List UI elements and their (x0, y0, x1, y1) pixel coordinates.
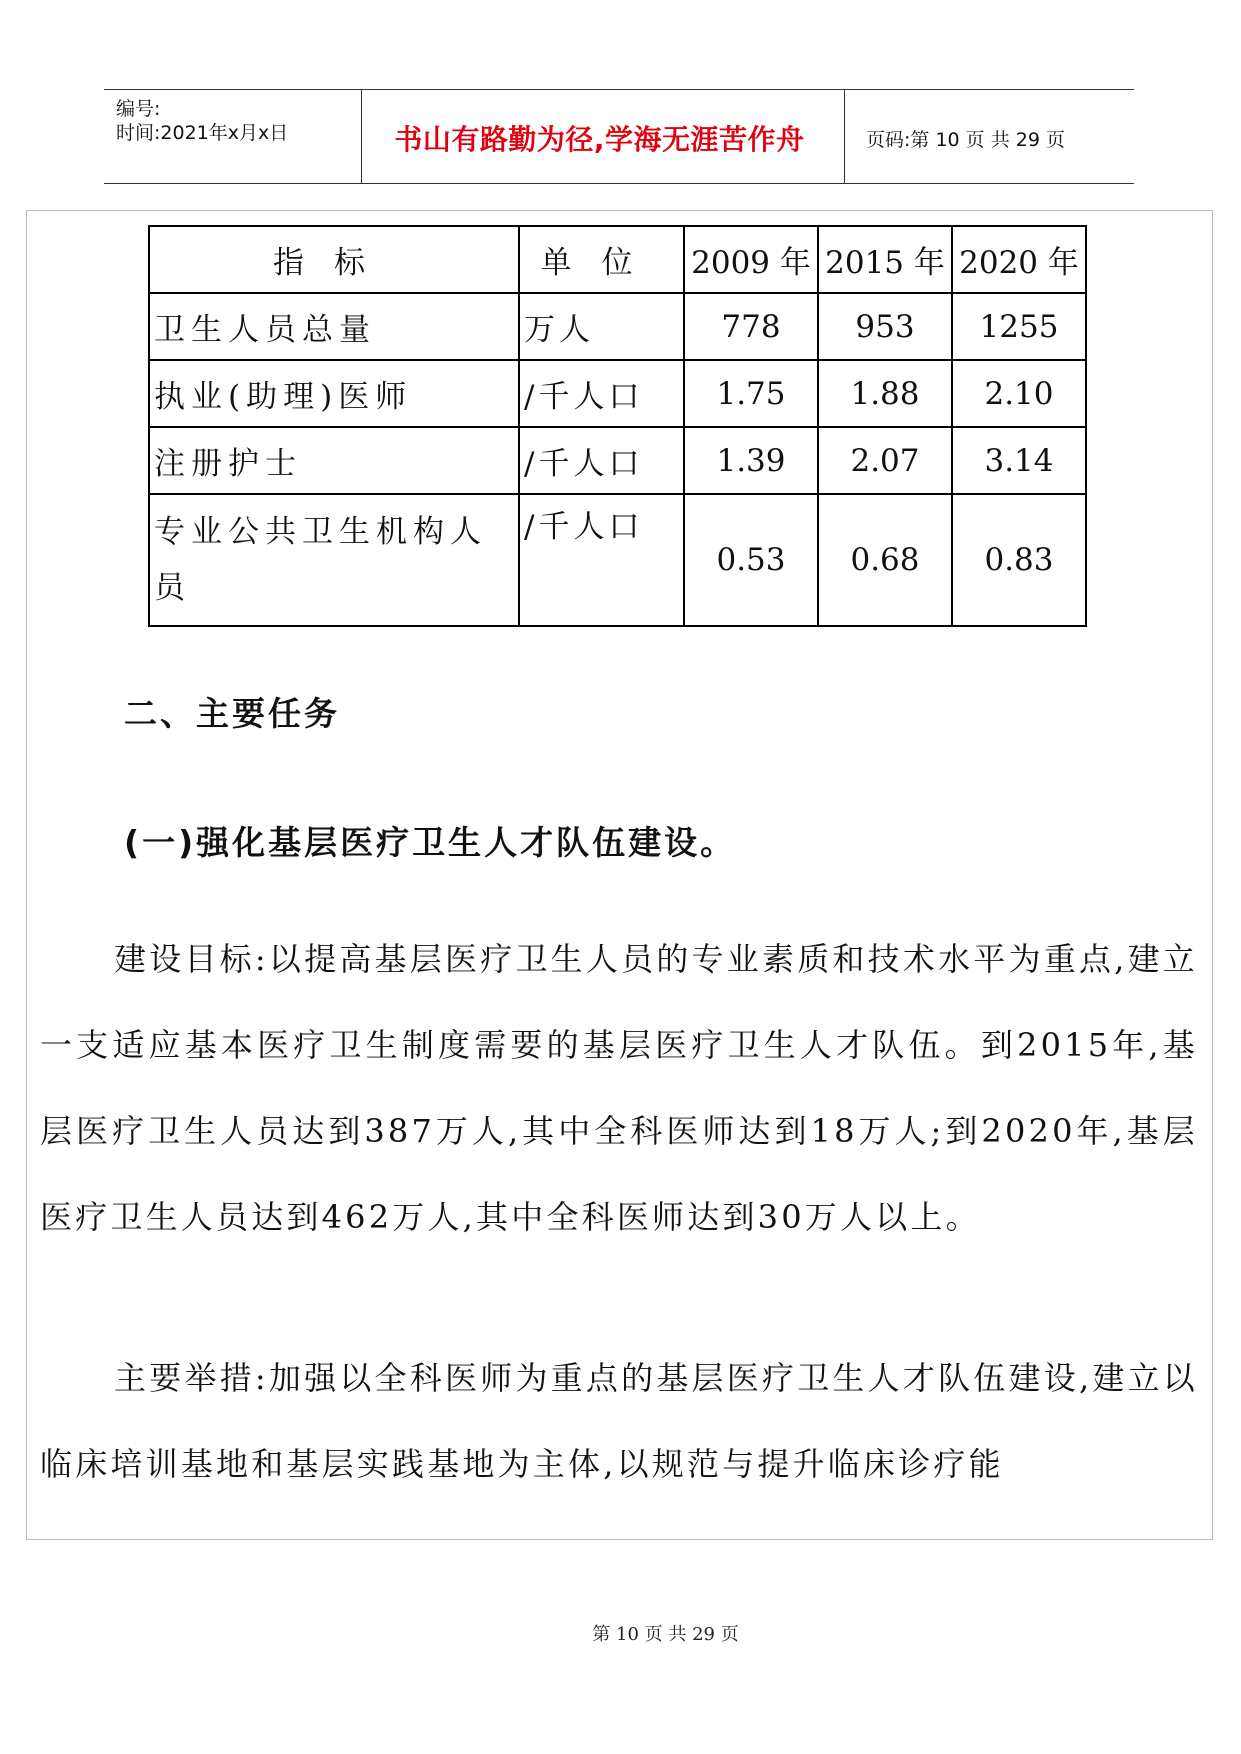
col-header-2020: 2020 年 (952, 226, 1086, 293)
table-row (149, 293, 1086, 360)
cell-2009: 1.39 (684, 427, 818, 494)
cell-2020: 2.10 (952, 360, 1086, 427)
col-header-2009: 2009 年 (684, 226, 818, 293)
cell-indicator: 执业(助理)医师 (149, 360, 519, 427)
doc-time-label: 时间:2021年x月x日 (116, 122, 289, 144)
cell-2009: 778 (684, 293, 818, 360)
cell-unit: 万人 (519, 293, 684, 360)
cell-2020: 1255 (952, 293, 1086, 360)
header-divider (361, 90, 362, 183)
cell-2015: 953 (818, 293, 952, 360)
col-header-unit: 单位 (519, 226, 684, 293)
header-motto: 书山有路勤为径,学海无涯苦作舟 (394, 123, 805, 156)
cell-unit: /千人口 (519, 494, 684, 626)
cell-indicator: 注册护士 (149, 427, 519, 494)
doc-number-label: 编号: (116, 98, 161, 120)
col-header-2015: 2015 年 (818, 226, 952, 293)
cell-2009: 1.75 (684, 360, 818, 427)
header-divider (844, 90, 845, 183)
cell-2015: 0.68 (818, 494, 952, 626)
cell-unit: /千人口 (519, 360, 684, 427)
document-header (104, 89, 1134, 184)
subsection-heading: (一)强化基层医疗卫生人才队伍建设。 (124, 823, 737, 862)
paragraph (40, 916, 1198, 1260)
cell-indicator: 卫生人员总量 (149, 293, 519, 360)
cell-2015: 1.88 (818, 360, 952, 427)
table-row (149, 360, 1086, 427)
table-header-row (149, 226, 1086, 293)
cell-2020: 0.83 (952, 494, 1086, 626)
paragraph-text: 主要举措:加强以全科医师为重点的基层医疗卫生人才队伍建设,建立以临床培训基地和基层实践基地为主体,以规范与提升临床诊疗能 (40, 1359, 1198, 1483)
table-row (149, 494, 1086, 626)
paragraph-text: 建设目标:以提高基层医疗卫生人员的专业素质和技术水平为重点,建立一支适应基本医疗卫生制度需要的基层医疗卫生人才队伍。到2015年,基层医疗卫生人员达到387万人,其中全科医师达到18万人;到2020年,基层医疗卫生人员达到462万人,其中全科医师达到30万人以上。 (40, 940, 1198, 1236)
table-row (149, 427, 1086, 494)
col-header-indicator: 指标 (149, 226, 519, 293)
cell-unit: /千人口 (519, 427, 684, 494)
paragraph (40, 1335, 1198, 1507)
cell-2009: 0.53 (684, 494, 818, 626)
cell-2020: 3.14 (952, 427, 1086, 494)
header-page-label: 页码:第 10 页 共 29 页 (866, 129, 1065, 151)
page-footer: 第 10 页 共 29 页 (592, 1624, 739, 1645)
cell-2015: 2.07 (818, 427, 952, 494)
cell-indicator: 专业公共卫生机构人员 (149, 494, 519, 626)
health-personnel-table (148, 225, 1087, 627)
section-heading: 二、主要任务 (124, 694, 340, 733)
